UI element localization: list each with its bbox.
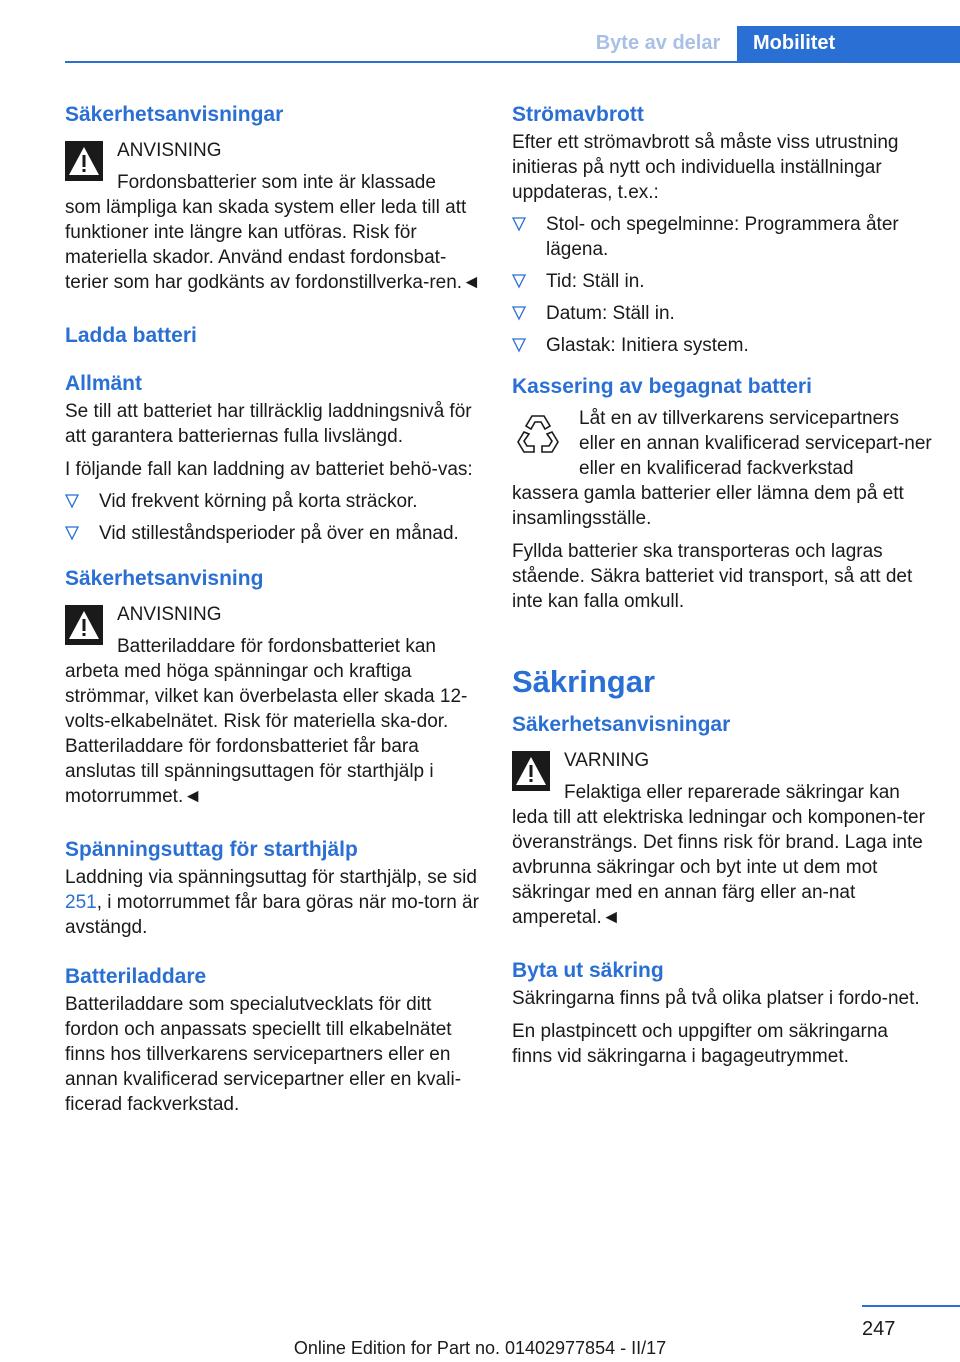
fuses-safety-heading: Säkerhetsanvisningar <box>512 713 731 736</box>
header-rule <box>65 61 960 63</box>
triangle-bullet-icon <box>512 305 526 321</box>
disposal-text: kassera gamla batterier eller lämna dem på ett insamlingsställe. <box>512 483 904 529</box>
charge-heading: Ladda batteri <box>65 324 197 347</box>
right-column <box>512 100 932 1069</box>
replace-paragraph-2: En plastpincett och uppgifter om säkringarna finns vid säkringarna i bagageutrymmet. <box>512 1021 888 1067</box>
recycle-block <box>512 406 932 531</box>
notice-text: som lämpliga kan skada system eller leda till att funktioner inte längre kan utföras. Risk för materiella skador. Använd endast fordonsbat-terier som har godkänts av fordonstillverka-ren.◄ <box>65 197 481 293</box>
disposal-heading: Kassering av begagnat batteri <box>512 375 812 398</box>
warning-triangle-icon <box>65 141 103 181</box>
socket-text-b: , i motorrummet får bara göras när mo-torn är avstängd. <box>65 892 479 938</box>
list-item <box>65 489 485 514</box>
notice-block <box>65 138 485 295</box>
list-item <box>512 212 932 262</box>
safety2-heading: Säkerhetsanvisning <box>65 567 264 590</box>
socket-paragraph <box>65 865 485 940</box>
triangle-bullet-icon <box>512 337 526 353</box>
warning-label: VARNING <box>564 750 650 771</box>
list-item-text: Datum: Ställ in. <box>546 303 675 324</box>
outage-heading: Strömavbrott <box>512 103 644 126</box>
left-column <box>65 100 485 1117</box>
list-item-text: Glastak: Initiera system. <box>546 335 749 356</box>
general-heading: Allmänt <box>65 372 143 395</box>
charge-conditions-list <box>65 489 485 546</box>
disposal-lead: Låt en av tillverkarens servicepartners eller en annan kvalificerad servicepart-ner eller en kvalificerad fackverkstad <box>579 408 932 479</box>
charger-paragraph: Batteriladdare som specialutvecklats för ditt fordon och anpassats speciellt till elkabelnätet finns hos tillverkarens servicepartners eller en annan kvalificerad servicepartner eller en kvali-ficerad fackverkstad. <box>65 994 462 1115</box>
outage-paragraph: Efter ett strömavbrott så måste viss utrustning initieras på nytt och individuella inställningar uppdateras, t.ex.: <box>512 132 899 203</box>
notice-label: ANVISNING <box>117 604 222 625</box>
triangle-bullet-icon <box>512 216 526 232</box>
tab-chapter[interactable]: Mobilitet <box>737 26 960 61</box>
recycle-icon <box>512 410 564 460</box>
outage-list <box>512 212 932 358</box>
notice-first-line: Batteriladdare för fordonsbatteriet kan <box>117 636 436 657</box>
socket-heading: Spänningsuttag för starthjälp <box>65 838 358 861</box>
fuses-title: Säkringar <box>512 664 656 699</box>
warning-text: leda till att elektriska ledningar och komponen-ter överansträngs. Det finns risk för brand. Laga inte avbrunna säkringar och byt inte ut dem mot säkringar med en annan färg eller an-nat amperetal.◄ <box>512 807 925 928</box>
notice-first-line: Fordonsbatterier som inte är klassade <box>117 172 436 193</box>
triangle-bullet-icon <box>512 273 526 289</box>
safety-heading: Säkerhetsanvisningar <box>65 103 284 126</box>
replace-heading: Byta ut säkring <box>512 959 664 982</box>
list-item-text: Vid frekvent körning på korta sträckor. <box>99 491 418 512</box>
warning-first-line: Felaktiga eller reparerade säkringar kan <box>564 782 900 803</box>
replace-paragraph: Säkringarna finns på två olika platser i fordo-net. <box>512 988 920 1009</box>
general-paragraph-2: I följande fall kan laddning av batteriet behö-vas: <box>65 459 473 480</box>
triangle-bullet-icon <box>65 525 79 541</box>
notice-block <box>65 602 485 809</box>
list-item <box>512 301 932 326</box>
warning-triangle-icon <box>65 605 103 645</box>
notice-text: arbeta med höga spänningar och kraftiga strömmar, vilket kan överbelasta eller skada 12-volts-elkabelnätet. Risk för materiella ska-dor. Batteriladdare för fordonsbatteriet får bara anslutas till spänningsuttagen för starthjälp i motorrummet.◄ <box>65 661 468 807</box>
list-item-text: Vid stilleståndsperioder på över en månad. <box>99 523 459 544</box>
general-paragraph: Se till att batteriet har tillräcklig laddningsnivå för att garantera batteriernas fulla livslängd. <box>65 401 472 447</box>
list-item-text: Tid: Ställ in. <box>546 271 645 292</box>
warning-triangle-icon <box>512 751 550 791</box>
page-number: 247 <box>862 1318 896 1340</box>
list-item-text: Stol- och spegelminne: Programmera åter lägena. <box>546 214 899 260</box>
edition-text: Online Edition for Part no. 01402977854 - II/17 <box>293 1338 667 1358</box>
list-item <box>65 521 485 546</box>
list-item <box>512 269 932 294</box>
footer-rule <box>862 1305 960 1307</box>
charger-heading: Batteriladdare <box>65 965 207 988</box>
disposal-paragraph-2: Fyllda batterier ska transporteras och lagras stående. Säkra batteriet vid transport, så att det inte kan falla omkull. <box>512 541 913 612</box>
tab-section[interactable]: Byte av delar <box>595 32 721 54</box>
warning-block <box>512 748 932 930</box>
triangle-bullet-icon <box>65 493 79 509</box>
socket-text-a: Laddning via spänningsuttag för starthjälp, se sid <box>65 867 477 888</box>
page-link[interactable]: 251 <box>65 892 97 913</box>
notice-label: ANVISNING <box>117 140 222 161</box>
list-item <box>512 333 932 358</box>
